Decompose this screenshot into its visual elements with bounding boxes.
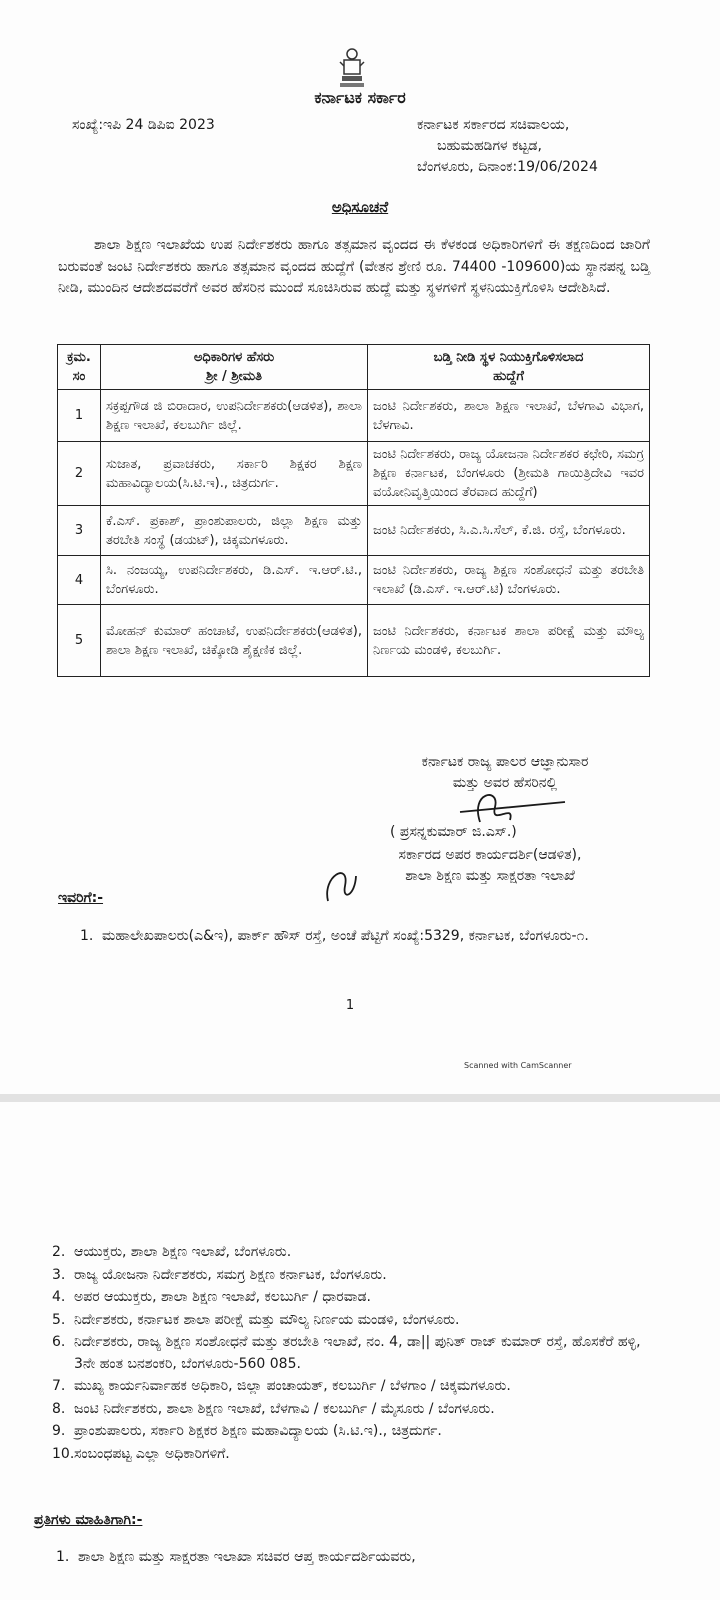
recipients-list (80, 926, 650, 947)
initial-mark (320, 856, 360, 908)
office-address (417, 115, 598, 178)
cell-name: ಮೋಹನ್ ಕುಮಾರ್ ಹಂಚಾಟೆ, ಉಪನಿರ್ದೇಶಕರು(ಆಡಳಿತ), ಶಾಲಾ ಶಿಕ್ಷಣ ಇಲಾಖೆ, ಚಿಕ್ಕೋಡಿ ಶೈಕ್ಷಣಿಕ ಜಿಲ್ಲೆ. (101, 605, 368, 677)
authority-text: ಮತ್ತು ಅವರ ಹೆಸರಿನಲ್ಲಿ (452, 775, 558, 791)
table-row (58, 442, 650, 506)
list-number: 1. (56, 1549, 70, 1565)
cell-name: ಸುಜಾತ, ಪ್ರವಾಚಕರು, ಸರ್ಕಾರಿ ಶಿಕ್ಷಕರ ಶಿಕ್ಷಣ ಮಹಾವಿದ್ಯಾಲಯ(ಸಿ.ಟಿ.ಇ)., ಚಿತ್ರದುರ್ಗ. (101, 442, 368, 506)
list-text: ಮಹಾಲೇಖಪಾಲರು(ಎ&ಇ), ಪಾರ್ಕ್ ಹೌಸ್ ರಸ್ತೆ, ಅಂಚೆ ಪೆಟ್ಟಿಗೆ ಸಂಖ್ಯೆ:5329, ಕರ್ನಾಟಕ, ಬೆಂಗಳೂರು-೧. (102, 928, 589, 944)
cell-post: ಜಂಟಿ ನಿರ್ದೇಶಕರು, ಶಾಲಾ ಶಿಕ್ಷಣ ಇಲಾಖೆ, ಬೆಳಗಾವಿ ವಿಭಾಗ, ಬೆಳಗಾವಿ. (368, 390, 650, 442)
list-item: 9. ಪ್ರಾಂಶುಪಾಲರು, ಸರ್ಕಾರಿ ಶಿಕ್ಷಕರ ಶಿಕ್ಷಣ ಮಹಾವಿದ್ಯಾಲಯ (ಸಿ.ಟಿ.ಇ)., ಚಿತ್ರದುರ್ಗ. (52, 1423, 442, 1439)
page-separator (0, 1094, 720, 1102)
cell-sl: 1 (58, 390, 101, 442)
promotion-table (57, 344, 650, 677)
karnataka-emblem-icon (334, 46, 370, 92)
government-title: ಕರ್ನಾಟಕ ಸರ್ಕಾರ (314, 88, 406, 107)
header-post: ಬಡ್ತಿ ನೀಡಿ ಸ್ಥಳ ನಿಯುಕ್ತಿಗೊಳಿಸಲಾದ ಹುದ್ದೆಗೆ (368, 345, 650, 390)
list-item: 2. ಆಯುಕ್ತರು, ಶಾಲಾ ಶಿಕ್ಷಣ ಇಲಾಖೆ, ಬೆಂಗಳೂರು. (52, 1244, 292, 1260)
cell-post: ಜಂಟಿ ನಿರ್ದೇಶಕರು, ರಾಜ್ಯ ಯೋಜನಾ ನಿರ್ದೇಶಕರ ಕಛೇರಿ, ಸಮಗ್ರ ಶಿಕ್ಷಣ ಕರ್ನಾಟಕ, ಬೆಂಗಳೂರು (ಶ್ರೀಮತಿ ಗಾಯಿತ್ರಿದೇವಿ ಇವರ ವಯೋನಿವೃತ್ತಿಯಿಂದ ತೆರವಾದ ಹುದ್ದೆಗೆ) (368, 442, 650, 506)
cell-name: ಸಕ್ರಪ್ಪಗೌಡ ಜಿ ಬಿರಾದಾರ, ಉಪನಿರ್ದೇಶಕರು(ಆಡಳಿತ), ಶಾಲಾ ಶಿಕ್ಷಣ ಇಲಾಖೆ, ಕಲಬುರ್ಗಿ ಜಿಲ್ಲೆ. (101, 390, 368, 442)
cell-post: ಜಂಟಿ ನಿರ್ದೇಶಕರು, ಕರ್ನಾಟಕ ಶಾಲಾ ಪರೀಕ್ಷೆ ಮತ್ತು ಮೌಲ್ಯ ನಿರ್ಣಯ ಮಂಡಳಿ, ಕಲಬುರ್ಗಿ. (368, 605, 650, 677)
notice-body: ಶಾಲಾ ಶಿಕ್ಷಣ ಇಲಾಖೆಯ ಉಪ ನಿರ್ದೇಶಕರು ಹಾಗೂ ತತ್ಸಮಾನ ವೃಂದದ ಈ ಕೆಳಕಂಡ ಅಧಿಕಾರಿಗಳಿಗೆ ಈ ತಕ್ಷಣದಿಂದ ಜಾರಿಗೆ ಬರುವಂತೆ ಜಂಟಿ ನಿರ್ದೇಶಕರು ಹಾಗೂ ತತ್ಸಮಾನ ವೃಂದದ ಹುದ್ದೆಗೆ (ವೇತನ ಶ್ರೇಣಿ ರೂ. 74400 -109600)ಯ ಸ್ಥಾನಪನ್ನ ಬಡ್ತಿ ನೀಡಿ, ಮುಂದಿನ ಆದೇಶದವರೆಗೆ ಅವರ ಹೆಸರಿನ ಮುಂದೆ ಸೂಚಿಸಿರುವ ಹುದ್ದೆ ಮತ್ತು ಸ್ಥಳಗಳಿಗೆ ಸ್ಥಳನಿಯುಕ್ತಿಗೊಳಿಸಿ ಆದೇಶಿಸಿದೆ. (58, 237, 650, 296)
list-item: 7. ಮುಖ್ಯ ಕಾರ್ಯನಿರ್ವಾಹಕ ಅಧಿಕಾರಿ, ಜಿಲ್ಲಾ ಪಂಚಾಯತ್, ಕಲಬುರ್ಗಿ / ಬೆಳಗಾಂ / ಚಿಕ್ಕಮಗಳೂರು. (52, 1378, 511, 1394)
scanner-watermark: Scanned with CamScanner (464, 1061, 572, 1070)
cell-sl: 2 (58, 442, 101, 506)
list-item: 6. ನಿರ್ದೇಶಕರು, ರಾಜ್ಯ ಶಿಕ್ಷಣ ಸಂಶೋಧನೆ ಮತ್ತು ತರಬೇತಿ ಇಲಾಖೆ, ನಂ. 4, ಡಾ|| ಪುನಿತ್ ರಾಜ್ ಕುಮಾರ್ ರಸ್ತೆ, ಹೊಸಕೆರೆ ಹಳ್ಳಿ, 3ನೇ ಹಂತ ಬನಶಂಕರಿ, ಬೆಂಗಳೂರು-560 085. (52, 1334, 641, 1372)
list-item: 8. ಜಂಟಿ ನಿರ್ದೇಶಕರು, ಶಾಲಾ ಶಿಕ್ಷಣ ಇಲಾಖೆ, ಬೆಳಗಾವಿ / ಕಲಬುರ್ಗಿ / ಮೈಸೂರು / ಬೆಂಗಳೂರು. (52, 1400, 495, 1417)
table-header-row (58, 345, 650, 390)
table-row (58, 556, 650, 605)
cell-sl: 3 (58, 506, 101, 556)
cell-name: ಸಿ. ನಂಜಯ್ಯ, ಉಪನಿರ್ದೇಶಕರು, ಡಿ.ಎಸ್. ಇ.ಆರ್.ಟಿ., ಬೆಂಗಳೂರು. (101, 556, 368, 605)
designation-text: ಶಾಲಾ ಶಿಕ್ಷಣ ಮತ್ತು ಸಾಕ್ಷರತಾ ಇಲಾಖೆ (405, 868, 575, 884)
copies-heading: ಪ್ರತಿಗಳು ಮಾಹಿತಿಗಾಗಿ:- (34, 1512, 143, 1528)
address-line: ಬಹುಮಹಡಿಗಳ ಕಟ್ಟಡ, (437, 138, 542, 154)
list-item: 5. ನಿರ್ದೇಶಕರು, ಕರ್ನಾಟಕ ಶಾಲಾ ಪರೀಕ್ಷೆ ಮತ್ತು ಮೌಲ್ಯ ನಿರ್ಣಯ ಮಂಡಳಿ, ಬೆಂಗಳೂರು. (52, 1311, 460, 1328)
cell-post: ಜಂಟಿ ನಿರ್ದೇಶಕರು, ಸಿ.ಎ.ಸಿ.ಸೆಲ್, ಕೆ.ಜಿ. ರಸ್ತೆ, ಬೆಂಗಳೂರು. (368, 506, 650, 556)
authority-text: ಕರ್ನಾಟಕ ರಾಜ್ಯ ಪಾಲರ ಆಜ್ಞಾನುಸಾರ (421, 754, 589, 770)
address-date-line: ಬೆಂಗಳೂರು, ದಿನಾಂಕ:19/06/2024 (417, 159, 598, 175)
designation-text: ಸರ್ಕಾರದ ಅಪರ ಕಾರ್ಯದರ್ಶಿ(ಆಡಳಿತ), (398, 847, 582, 863)
table-row (58, 506, 650, 556)
page-number: 1 (345, 998, 355, 1013)
list-item: 4. ಅಪರ ಆಯುಕ್ತರು, ಶಾಲಾ ಶಿಕ್ಷಣ ಇಲಾಖೆ, ಕಲಬುರ್ಗಿ / ಧಾರವಾಡ. (52, 1289, 371, 1305)
list-text: ಶಾಲಾ ಶಿಕ್ಷಣ ಮತ್ತು ಸಾಕ್ಷರತಾ ಇಲಾಖಾ ಸಚಿವರ ಆಪ್ತ ಕಾರ್ಯದರ್ಶಿಯವರು, (78, 1549, 416, 1565)
cell-sl: 5 (58, 605, 101, 677)
recipients-heading: ಇವರಿಗೆ:- (58, 890, 104, 906)
cell-sl: 4 (58, 556, 101, 605)
list-item (56, 1547, 656, 1568)
list-number: 1. (80, 928, 94, 944)
reference-number: ಸಂಖ್ಯೆ:ಇಪಿ 24 ಡಿಪಿಐ 2023 (72, 117, 215, 133)
header-name: ಅಧಿಕಾರಿಗಳ ಹೆಸರು ಶ್ರೀ / ಶ್ರೀಮತಿ (101, 345, 368, 390)
table-row (58, 390, 650, 442)
signatory-name: ( ಪ್ರಸನ್ನಕುಮಾರ್ ಜಿ.ಎಸ್.) (390, 824, 517, 840)
header-sl: ಕ್ರಮ. ಸಂ (58, 345, 101, 390)
cell-post: ಜಂಟಿ ನಿರ್ದೇಶಕರು, ರಾಜ್ಯ ಶಿಕ್ಷಣ ಸಂಶೋಧನೆ ಮತ್ತು ತರಬೇತಿ ಇಲಾಖೆ (ಡಿ.ಎಸ್. ಇ.ಆರ್.ಟಿ) ಬೆಂಗಳೂರು. (368, 556, 650, 605)
copies-list (56, 1547, 656, 1568)
recipients-list-continued (52, 1242, 652, 1466)
notice-title: ಅಧಿಸೂಚನೆ (331, 198, 389, 216)
table-row (58, 605, 650, 677)
list-item: 10. ಸಂಬಂಧಪಟ್ಟ ಎಲ್ಲಾ ಅಧಿಕಾರಿಗಳಿಗೆ. (52, 1445, 230, 1462)
signatory-designation (345, 845, 635, 887)
cell-name: ಕೆ.ಎಸ್. ಪ್ರಕಾಶ್, ಪ್ರಾಂಶುಪಾಲರು, ಜಿಲ್ಲಾ ಶಿಕ್ಷಣ ಮತ್ತು ತರಬೇತಿ ಸಂಸ್ಥೆ (ಡಯಟ್), ಚಿಕ್ಕಮಗಳೂರು. (101, 506, 368, 556)
list-item (80, 926, 650, 947)
list-item: 3. ರಾಜ್ಯ ಯೋಜನಾ ನಿರ್ದೇಶಕರು, ಸಮಗ್ರ ಶಿಕ್ಷಣ ಕರ್ನಾಟಕ, ಬೆಂಗಳೂರು. (52, 1266, 387, 1283)
address-line: ಕರ್ನಾಟಕ ಸರ್ಕಾರದ ಸಚಿವಾಲಯ, (417, 117, 570, 133)
